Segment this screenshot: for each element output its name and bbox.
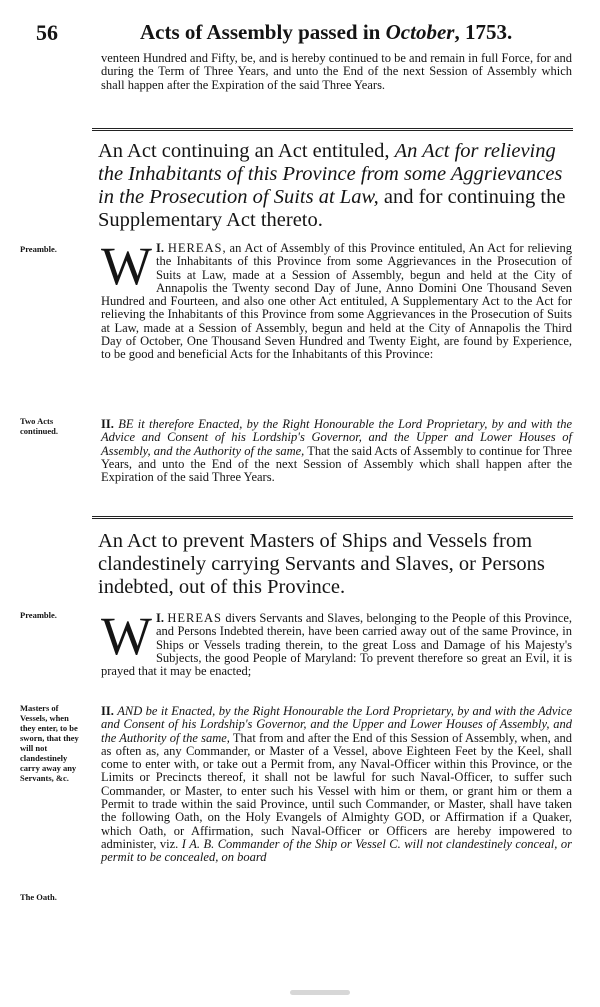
section-divider [92, 516, 573, 521]
act1-section1 [101, 236, 572, 362]
act2-s2-number: II. [101, 704, 114, 718]
running-head-month: October [385, 20, 455, 44]
running-head-prefix: Acts of Assembly passed in [140, 20, 386, 44]
act1-s2-number: II. [101, 417, 114, 431]
continuation-paragraph: venteen Hundred and Fifty, be, and is hereby continued to be and remain in full Force, for and during the Term of Three Years, and unto the End of the next Session of Assembly which shall happen after the Expiration of the said Three Years. [101, 51, 572, 92]
act1-margin-preamble: Preamble. [20, 244, 57, 254]
act2-title: An Act to prevent Masters of Ships and Vessels from clandestinely carrying Servants and Slaves, or Persons indebted, out of this Province. [98, 530, 545, 598]
act2-margin-preamble: Preamble. [20, 610, 57, 620]
running-head-year: , 1753. [454, 20, 513, 44]
act2-s2-lead: AND be it Enacted, by the Right Honourable the Lord Proprietary, by and with the Advice and Consent of his Lordship's Governor, and the Upper and Lower Houses of Assembly, and the Authority of the same, [101, 704, 572, 745]
act1-s1-text: , an Act of Assembly of this Province entituled, An Act for relieving the Inhabitants of this Province from some Aggrievances in the Prosecution of Suits at Law, made at a Session of Assembly, begun and held at the City of Annapolis the Twenty second Day of June, Anno Domini One Thousand Seven Hundred and Fourteen, and also one other Act entituled, A Supplementary Act to the Act for relieving the Inhabitants of this Province from some Aggrievances in the Prosecution of Suits at Law, made at a Session of Assembly, begun and held at the City of Annapolis the Third Day of October, One Thousand Seven Hundred and Twenty Eight, are found by Experience, to be good and beneficial Acts for the Inhabitants of this Province: [101, 241, 572, 362]
print-smudge [290, 990, 350, 995]
act2-margin-section2: Masters of Vessels, when they enter, to be sworn, that they will not clandestinely carry away any Servants, &c. [20, 703, 79, 783]
act1-s2-lead: BE it therefore Enacted, by the Right Honourable the Lord Proprietary, by and with the Advice and Consent of his Lordship's Governor, and the Upper and Lower Houses of Assembly, and the Authority of the same, [101, 417, 572, 458]
section-divider [92, 128, 573, 133]
act1-title-a: An Act continuing an Act entituled, [98, 140, 395, 162]
act2-margin-oath: The Oath. [20, 892, 57, 902]
act1-title [98, 140, 574, 232]
running-head [140, 20, 512, 45]
act2-section1 [101, 606, 573, 679]
act2-s1-text: divers Servants and Slaves, belonging to the People of this Province, and Persons Indebted therein, have been carried away out of the same Province, in Ships or Vessels trading therein, to the great Loss and Damage of his Majesty's Subjects, the good People of Maryland: To prevent therefore so great an Evil, it is prayed that it may be enacted; [101, 611, 573, 679]
page-number: 56 [36, 20, 58, 45]
act1-margin-section2: Two Acts continued. [20, 416, 59, 436]
act1-section2 [101, 418, 572, 484]
act1-dropcap: W [101, 236, 152, 296]
act1-s1-number: I. [155, 241, 164, 255]
act2-dropcap: W [101, 606, 152, 666]
act2-s1-lead: HEREAS [167, 611, 223, 625]
act2-s1-number: I. [155, 611, 164, 625]
act1-title-b: An Act for relieving the Inhabitants of this Province from some Aggrievances in the Prosecution of Suits at Law, [98, 140, 563, 208]
act1-s1-lead: HEREAS [167, 241, 223, 255]
act1-title-c: and for continuing the Supplementary Act thereto. [98, 186, 566, 231]
act2-section2 [101, 705, 572, 865]
act1-s2-text: That the said Acts of Assembly to continue for Three Years, and unto the End of the next Session of Assembly which shall happen after the Expiration of the said Three Years. [101, 443, 573, 485]
act2-s2-text: That from and after the End of this Session of Assembly, when, and as often as, any Commander, or Master of a Vessel, above Eighteen Feet by the Keel, shall come to enter with, or take out a Permit from, any Naval-Officer within this Province, or the Limits or Precincts thereof, it shall not be lawful for such Naval-Officer, to suffer such Commander, or Master, to enter such his Vessel with him or them, or grant him or them a Permit to trade within the said Province, until such Commander, or Master, shall have taken the following Oath, on the Holy Evangels of Almighty GOD, or Affirmation if a Quaker, which Oath, or Affirmation, such Naval-Officer or Officers are hereby impowered to administer, viz. [101, 730, 572, 851]
act2-s2-oath: I A. B. Commander of the Ship or Vessel C. will not clandestinely conceal, or permit to be concealed, on board [101, 836, 572, 865]
